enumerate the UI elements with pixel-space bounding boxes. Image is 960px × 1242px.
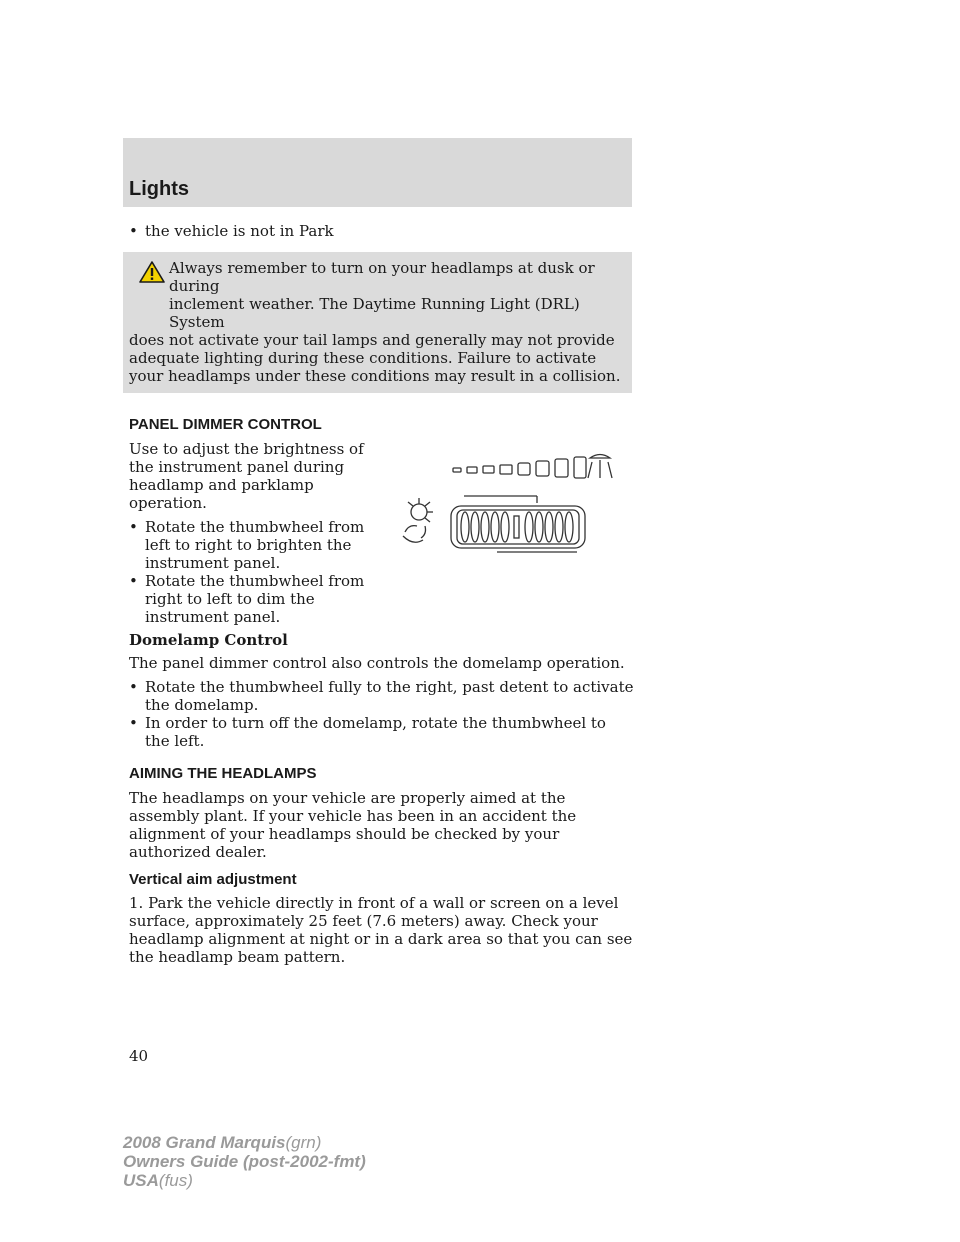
page-number: 40 (129, 1047, 149, 1065)
section-title: Lights (129, 178, 189, 200)
bullet-glyph: • (129, 222, 138, 240)
list-item (129, 222, 635, 240)
vertical-aim-step-1: 1. Park the vehicle directly in front of a wall or screen on a level surface, approximately 25 feet (7.6 meters) away. Check your headlamp alignment at night or in a dark area so that you can see the headlamp beam pattern. (129, 894, 633, 966)
bullet-glyph: • (129, 518, 138, 536)
bullet-glyph: • (129, 678, 138, 696)
list-item (129, 678, 635, 714)
panel-dimmer-section (129, 440, 635, 626)
warning-triangle-icon (139, 260, 165, 284)
list-item (129, 714, 635, 750)
document-footer (123, 1133, 366, 1190)
footer-market-code: (fus) (158, 1171, 193, 1190)
aiming-heading: AIMING THE HEADLAMPS (129, 765, 317, 782)
footer-model-code: (grn) (285, 1133, 322, 1152)
bullet-text: In order to turn off the domelamp, rotate the thumbwheel to the left. (145, 714, 606, 750)
bullet-text: Rotate the thumbwheel from left to right to brighten the instrument panel. (145, 518, 365, 572)
list-item (129, 572, 384, 626)
footer-guide: Owners Guide (post-2002-fmt) (123, 1152, 366, 1171)
bullet-text: the vehicle is not in Park (145, 222, 334, 240)
warning-box (123, 252, 632, 393)
aiming-body: The headlamps on your vehicle are properly aimed at the assembly plant. If your vehicle has been in an accident the alignment of your headlamps should be checked by your authorized dealer. (129, 789, 577, 861)
footer-market: USA (123, 1171, 159, 1190)
warning-body: does not activate your tail lamps and generally may not provide adequate lighting during these conditions. Failure to activate your headlamps under these conditions may result in a collision. (129, 331, 621, 385)
warning-line-2: inclement weather. The Daytime Running Light (DRL) System (169, 295, 580, 331)
bullet-text: Rotate the thumbwheel from right to left to dim the instrument panel. (145, 572, 365, 626)
list-item (129, 518, 384, 572)
domelamp-heading: Domelamp Control (129, 631, 288, 649)
panel-dimmer-heading: PANEL DIMMER CONTROL (129, 416, 322, 433)
page-content (129, 222, 635, 972)
footer-model: 2008 Grand Marquis (123, 1133, 286, 1152)
panel-dimmer-thumbwheel-illustration (397, 448, 619, 568)
bullet-text: Rotate the thumbwheel fully to the right, past detent to activate the domelamp. (145, 678, 634, 714)
panel-dimmer-intro: Use to adjust the brightness of the instrument panel during headlamp and parklamp operation. (129, 440, 364, 512)
section-header-bar (123, 138, 632, 207)
bullet-glyph: • (129, 572, 138, 590)
vertical-aim-heading: Vertical aim adjustment (129, 871, 297, 888)
domelamp-intro: The panel dimmer control also controls the domelamp operation. (129, 654, 625, 672)
warning-line-1: Always remember to turn on your headlamps at dusk or during (169, 259, 595, 295)
bullet-glyph: • (129, 714, 138, 732)
